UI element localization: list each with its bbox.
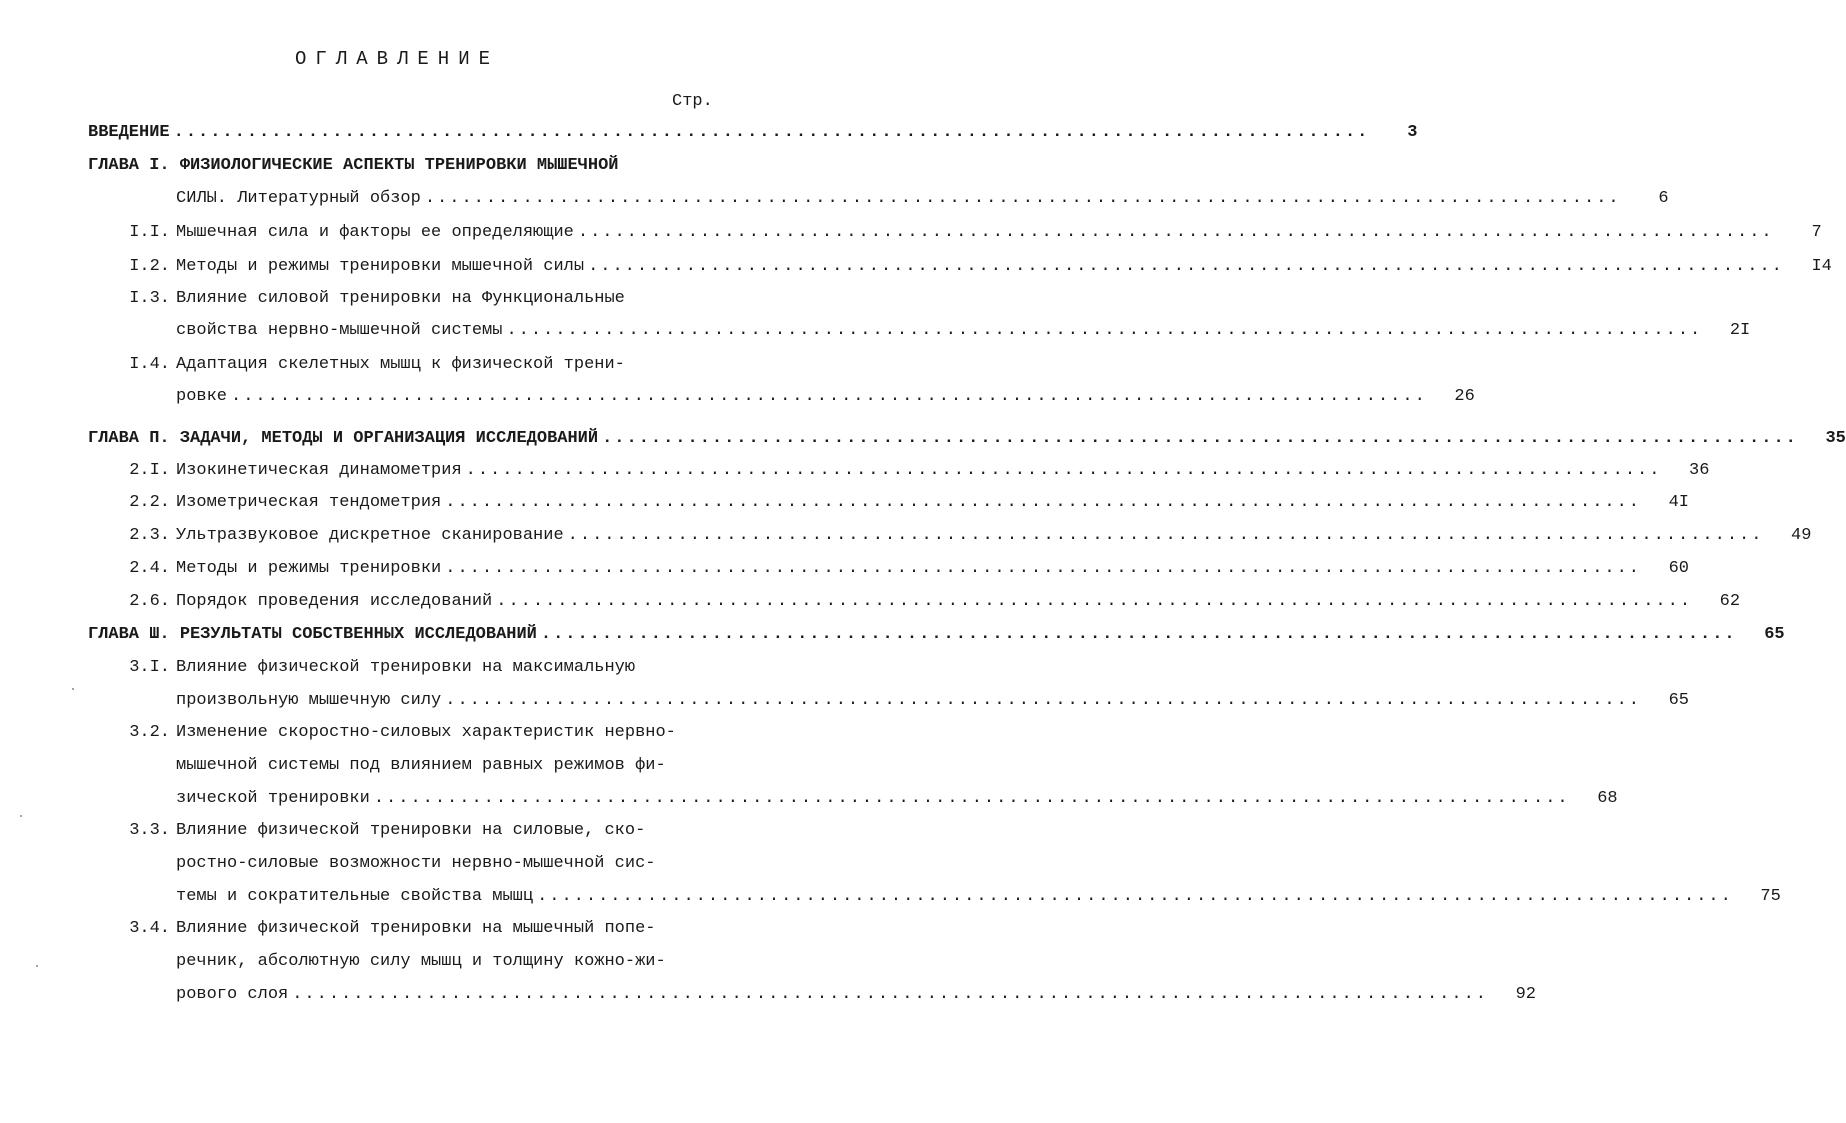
- toc-section-number: 3.3.: [129, 821, 170, 840]
- toc-entry-text: ГЛАВА Ш. РЕЗУЛЬТАТЫ СОБСТВЕННЫХ ИССЛЕДОВАНИЙ: [88, 625, 537, 644]
- toc-section-number: I.I.: [129, 223, 170, 242]
- scan-speck: [72, 688, 74, 690]
- toc-entry-chapter-1-line-1: ГЛАВА I. ФИЗИОЛОГИЧЕСКИЕ АСПЕКТЫ ТРЕНИРОВКИ МЫШЕЧНОЙ: [88, 156, 619, 175]
- toc-entry-section-3-1: [176, 688, 1690, 714]
- toc-entry-section-3-2-line-1: Изменение скоростно-силовых характеристик нервно-: [176, 723, 676, 742]
- toc-page-number: 62: [1719, 592, 1741, 611]
- toc-entry-section-3-4: [176, 982, 1536, 1008]
- leader-dots: ..................................................................................................: [424, 189, 1621, 208]
- toc-page-number: 4I: [1668, 493, 1690, 512]
- toc-entry-text: Мышечная сила и факторы ее определяющие: [176, 223, 574, 242]
- leader-dots: ..................................................................................................: [445, 493, 1642, 512]
- toc-entry-section-3-4-line-1: Влияние физической тренировки на мышечный попе-: [176, 919, 656, 938]
- toc-entry-chapter-2: [88, 426, 1846, 452]
- toc-entry-text: рового слоя: [176, 985, 289, 1004]
- toc-entry-section-1-4-line-1: Адаптация скелетных мышц к физической трени-: [176, 355, 625, 374]
- toc-entry-text: зической тренировки: [176, 789, 370, 808]
- leader-dots: ..................................................................................................: [540, 625, 1737, 644]
- toc-section-number: I.2.: [129, 257, 170, 276]
- toc-section-number: 2.I.: [129, 461, 170, 480]
- toc-page-number: 26: [1454, 387, 1475, 406]
- toc-entry-text: Изокинетическая динамометрия: [176, 461, 462, 480]
- toc-page-number: 60: [1668, 559, 1690, 578]
- toc-entry-text: произвольную мышечную силу: [176, 691, 442, 710]
- toc-entry-section-2-1: [176, 458, 1710, 484]
- toc-entry-chapter-1: [176, 186, 1669, 212]
- toc-page-number: 49: [1791, 526, 1812, 545]
- leader-dots: ..................................................................................................: [445, 559, 1642, 578]
- toc-section-number: 2.2.: [129, 493, 170, 512]
- toc-page-number: 2I: [1729, 321, 1751, 340]
- toc-section-number: 2.3.: [129, 526, 170, 545]
- leader-dots: ..................................................................................................: [496, 592, 1693, 611]
- toc-page-number: 36: [1689, 461, 1710, 480]
- toc-entry-section-1-1: [176, 220, 1822, 246]
- leader-dots: ..................................................................................................: [537, 887, 1733, 906]
- leader-dots: ..................................................................................................: [231, 387, 1427, 406]
- leader-dots: ..................................................................................................: [577, 223, 1774, 242]
- toc-page-number: 92: [1515, 985, 1536, 1004]
- leader-dots: ..................................................................................................: [465, 461, 1662, 480]
- scan-speck: [20, 815, 22, 817]
- toc-page-number: 35: [1825, 429, 1846, 448]
- toc-section-number: 2.6.: [129, 592, 170, 611]
- toc-entry-section-1-3-line-1: Влияние силовой тренировки на Функциональные: [176, 289, 625, 308]
- toc-section-number: I.3.: [129, 289, 170, 308]
- toc-entry-section-3-3-line-2: ростно-силовые возможности нервно-мышечной сис-: [176, 854, 656, 873]
- page-column-label: Стр.: [672, 92, 713, 111]
- toc-section-number: 2.4.: [129, 559, 170, 578]
- toc-page-number: 65: [1668, 691, 1690, 710]
- toc-entry-section-1-3: [176, 318, 1751, 344]
- toc-entry-text: темы и сократительные свойства мышц: [176, 887, 534, 906]
- toc-entry-section-3-2-line-2: мышечной системы под влиянием равных режимов фи-: [176, 756, 666, 775]
- toc-entry-text: свойства нервно-мышечной системы: [176, 321, 503, 340]
- toc-entry-section-2-2: [176, 490, 1690, 516]
- toc-section-number: 3.I.: [129, 658, 170, 677]
- leader-dots: ..................................................................................................: [292, 985, 1488, 1004]
- page-title: ОГЛАВЛЕНИЕ: [294, 48, 500, 70]
- toc-entry-text: ВВЕДЕНИЕ: [88, 123, 170, 142]
- toc-page-number: 6: [1658, 189, 1669, 208]
- toc-entry-text: Методы и режимы тренировки мышечной силы: [176, 257, 585, 276]
- toc-entry-section-1-4: [176, 384, 1475, 410]
- toc-section-number: 3.2.: [129, 723, 170, 742]
- leader-dots: ..................................................................................................: [173, 123, 1370, 142]
- toc-entry-section-2-4: [176, 556, 1690, 582]
- toc-entry-section-3-4-line-2: речник, абсолютную силу мышц и толщину кожно-жи-: [176, 952, 666, 971]
- leader-dots: ..................................................................................................: [506, 321, 1703, 340]
- leader-dots: ..................................................................................................: [445, 691, 1642, 710]
- scan-speck: [36, 965, 38, 967]
- toc-page-number: 75: [1760, 887, 1781, 906]
- toc-entry-text: Методы и режимы тренировки: [176, 559, 442, 578]
- toc-entry-text: ровке: [176, 387, 228, 406]
- toc-page-number: 7: [1811, 223, 1822, 242]
- leader-dots: ..................................................................................................: [588, 257, 1784, 276]
- toc-section-number: I.4.: [129, 355, 170, 374]
- toc-entry-section-1-2: [176, 254, 1832, 280]
- toc-entry-text: Ультразвуковое дискретное сканирование: [176, 526, 564, 545]
- toc-entry-section-3-3: [176, 884, 1781, 910]
- toc-section-number: 3.4.: [129, 919, 170, 938]
- toc-entry-section-3-1-line-1: Влияние физической тренировки на максимальную: [176, 658, 636, 677]
- toc-page-number: 65: [1764, 625, 1785, 644]
- toc-entry-text: Порядок проведения исследований: [176, 592, 493, 611]
- toc-entry-section-2-6: [176, 589, 1741, 615]
- toc-entry-section-2-3: [176, 523, 1812, 549]
- toc-entry-text: СИЛЫ. Литературный обзор: [176, 189, 421, 208]
- toc-entry-chapter-3: [88, 622, 1785, 648]
- toc-page-number: 68: [1597, 789, 1618, 808]
- leader-dots: ..................................................................................................: [373, 789, 1570, 808]
- toc-entry-text: ГЛАВА П. ЗАДАЧИ, МЕТОДЫ И ОРГАНИЗАЦИЯ ИССЛЕДОВАНИЙ: [88, 429, 599, 448]
- toc-entry-section-3-3-line-1: Влияние физической тренировки на силовые, ско-: [176, 821, 646, 840]
- toc-entry-text: Изометрическая тендометрия: [176, 493, 442, 512]
- toc-page-number: I4: [1811, 257, 1832, 276]
- toc-page-number: 3: [1407, 123, 1418, 142]
- leader-dots: ..................................................................................................: [567, 526, 1764, 545]
- toc-entry-section-3-2: [176, 786, 1618, 812]
- leader-dots: ..................................................................................................: [602, 429, 1798, 448]
- toc-entry-introduction: [88, 120, 1418, 146]
